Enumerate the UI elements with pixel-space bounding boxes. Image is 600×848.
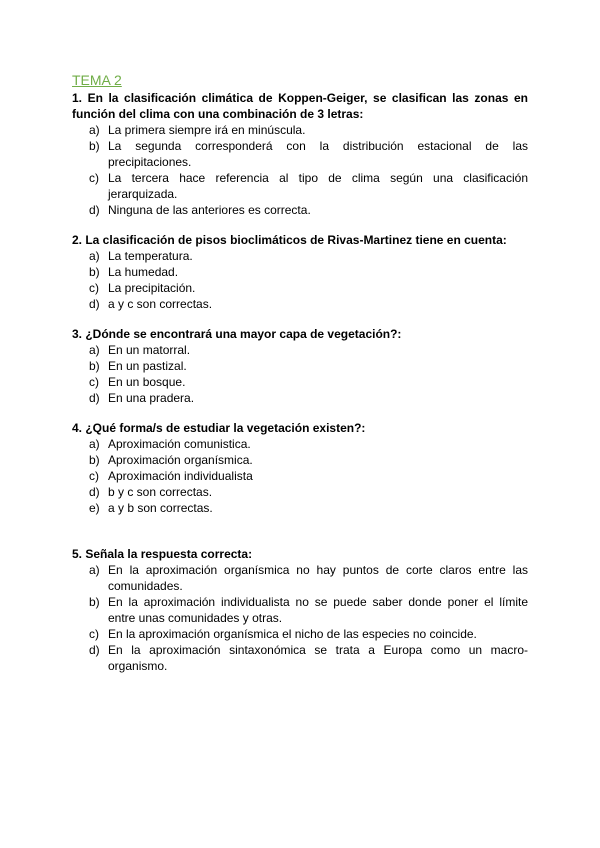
option-letter: c) [89, 171, 99, 185]
option-letter: c) [89, 469, 99, 483]
question-5-options [72, 562, 528, 674]
option-item [89, 468, 528, 484]
option-text: La segunda corresponderá con la distribución estacional de las precipitaciones. [108, 139, 528, 169]
option-item [89, 594, 528, 626]
option-text: Aproximación individualista [108, 469, 253, 483]
option-text: En la aproximación organísmica no hay puntos de corte claros entre las comunidades. [108, 563, 528, 593]
option-item [89, 280, 528, 296]
option-item [89, 342, 528, 358]
option-text: Ninguna de las anteriores es correcta. [108, 203, 311, 217]
question-4-options [72, 436, 528, 516]
option-item [89, 296, 528, 312]
option-text: La temperatura. [108, 249, 193, 263]
option-text: En la aproximación sintaxonómica se trata a Europa como un macro-organismo. [108, 643, 528, 673]
option-item [89, 500, 528, 516]
option-item [89, 452, 528, 468]
option-letter: a) [89, 123, 100, 137]
question-1 [72, 90, 528, 218]
option-item [89, 642, 528, 674]
document-page [72, 72, 528, 688]
option-letter: b) [89, 453, 100, 467]
option-letter: d) [89, 297, 100, 311]
option-letter: c) [89, 375, 99, 389]
option-item [89, 390, 528, 406]
question-3 [72, 326, 528, 406]
option-letter: b) [89, 265, 100, 279]
option-text: La tercera hace referencia al tipo de clima según una clasificación jerarquizada. [108, 171, 528, 201]
option-item [89, 122, 528, 138]
option-text: a y c son correctas. [108, 297, 213, 311]
option-letter: b) [89, 139, 100, 153]
option-letter: d) [89, 203, 100, 217]
option-text: La primera siempre irá en minúscula. [108, 123, 306, 137]
question-3-options [72, 342, 528, 406]
option-text: Aproximación organísmica. [108, 453, 253, 467]
option-text: En la aproximación organísmica el nicho de las especies no coincide. [108, 627, 477, 641]
question-5-text: 5. Señala la respuesta correcta: [72, 547, 253, 561]
page-title: TEMA 2 [72, 72, 122, 88]
spacer [72, 530, 528, 546]
question-4-text: 4. ¿Qué forma/s de estudiar la vegetación existen?: [72, 421, 366, 435]
option-letter: a) [89, 343, 100, 357]
option-item [89, 170, 528, 202]
option-text: En un matorral. [108, 343, 191, 357]
question-5 [72, 546, 528, 674]
option-item [89, 138, 528, 170]
option-letter: c) [89, 281, 99, 295]
option-item [89, 202, 528, 218]
option-letter: b) [89, 359, 100, 373]
option-text: En la aproximación individualista no se puede saber donde poner el límite entre unas comunidades y otras. [108, 595, 528, 625]
option-letter: e) [89, 501, 100, 515]
question-4 [72, 420, 528, 516]
option-item [89, 484, 528, 500]
option-text: b y c son correctas. [108, 485, 213, 499]
option-item [89, 374, 528, 390]
option-text: En una pradera. [108, 391, 195, 405]
option-letter: b) [89, 595, 100, 609]
option-letter: d) [89, 643, 100, 657]
question-2-options [72, 248, 528, 312]
option-letter: a) [89, 563, 100, 577]
question-2 [72, 232, 528, 312]
option-text: a y b son correctas. [108, 501, 213, 515]
option-item [89, 248, 528, 264]
option-item [89, 358, 528, 374]
option-letter: c) [89, 627, 99, 641]
option-letter: a) [89, 437, 100, 451]
question-3-text: 3. ¿Dónde se encontrará una mayor capa de vegetación?: [72, 327, 402, 341]
option-item [89, 264, 528, 280]
option-letter: d) [89, 485, 100, 499]
option-letter: a) [89, 249, 100, 263]
option-item [89, 436, 528, 452]
question-1-options [72, 122, 528, 218]
option-text: La precipitación. [108, 281, 196, 295]
option-text: Aproximación comunistica. [108, 437, 251, 451]
option-text: En un bosque. [108, 375, 186, 389]
option-item [89, 626, 528, 642]
option-letter: d) [89, 391, 100, 405]
question-2-text: 2. La clasificación de pisos bioclimáticos de Rivas-Martinez tiene en cuenta: [72, 233, 507, 247]
question-1-text: 1. En la clasificación climática de Koppen-Geiger, se clasifican las zonas en función del clima con una combinación de 3 letras: [72, 91, 528, 121]
option-text: La humedad. [108, 265, 179, 279]
option-text: En un pastizal. [108, 359, 187, 373]
option-item [89, 562, 528, 594]
